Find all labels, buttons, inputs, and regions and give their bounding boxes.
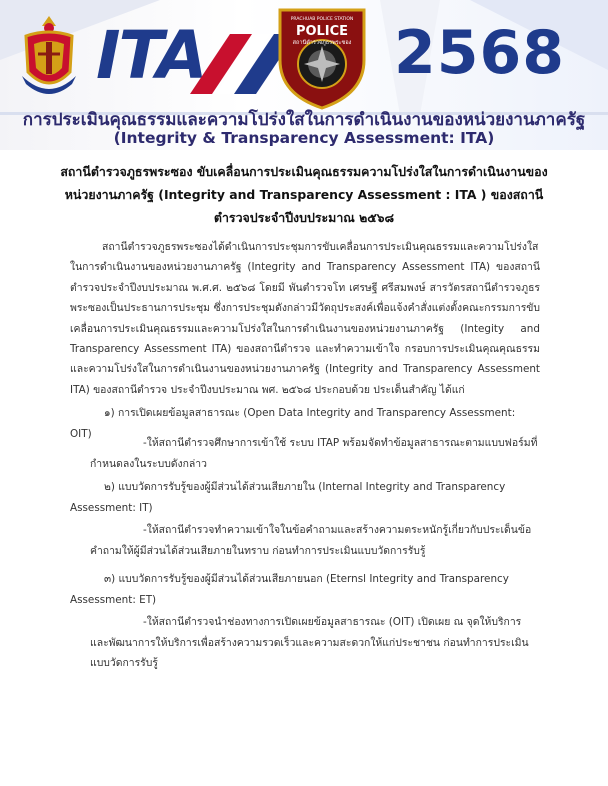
item-body-1: -ให้สถานีตำรวจศึกษาการเข้าใช้ ระบบ ITAP พร้อมจัดทำข้อมูลสาธารณะตามแบบฟอร์มที่กำหนดลงในระบบดังกล่าว [90, 437, 538, 470]
intro-paragraph: สถานีตำรวจภูธรพระซองได้ดำเนินการประชุมการขับเคลื่อนการประเมินคุณธรรมและความโปร่งใสในการดำเนินงานของหน่วยงานภาครัฐ (Integrity and Transparency Assessment ITA) ของสถานีตำรวจประจำปีงบประมาณ พ.ศ.ศ. ๒๕๖๘ โดยมี พันตำรวจโท เศรษฐี ศรีสมพงษ์ สารวัตรสถานีตำรวจภูธรพระซองเป็นประธานการประชุม ซึ่งการประชุมดังกล่าวมีวัตถุประสงค์เพื่อแจ้งคำสั่งแต่งตั้งคณะกรรมการขับเคลื่อนการประเมินคุณธรรมและความโปร่งใสในการดำเนินงานของหน่วยงานภาครัฐ (Integity and Transparency Assessment ITA) ของสถานีตำรวจ และทำความเข้าใจ กรอบการประเมินคุณคุณธรรมและความโปร่งใสในการดำเนินงานของหน่วยงานภาครัฐ (Integrity and Transparency Assessment ITA) ของสถานีตำรวจ ประจำปีงบประมาณ พศ. ๒๕๖๘ ประกอบด้วย ประเด็นสำคัญ ได้แก่ [70, 241, 540, 396]
royal-police-crest-icon [12, 14, 86, 100]
badge-thai-text: สถานีตำรวจภูธรพระซอง [292, 40, 352, 46]
banner-subtitle-english: (Integrity & Transparency Assessment: ITA) [113, 129, 495, 147]
document-title: สถานีตำรวจภูธรพระซอง ขับเคลื่อนการประเมินคุณธรรมความโปร่งใสในการดำเนินงานของหน่วยงานภาครัฐ (Integrity and Transparency Assessment : ITA ) ของสถานีตำรวจประจำปีงบประมาณ ๒๕๖๘ [60, 164, 548, 225]
item-heading-2: ๒) แบบวัดการรับรู้ของผู้มีส่วนได้ส่วนเสียภายใน (Internal Integrity and Transparency Assessment: IT) [70, 481, 506, 514]
item-heading-1: ๑) การเปิดเผยข้อมูลสาธารณะ (Open Data Integrity and Transparency Assessment: OIT) [70, 407, 516, 440]
badge-top-text: PRACHUAB POLICE STATION [290, 17, 354, 22]
banner-subtitle-thai: การประเมินคุณธรรมและความโปร่งใสในการดำเนินงานของหน่วยงานภาครัฐ [22, 110, 586, 130]
ita-logo-text: ITA [96, 17, 206, 94]
item-heading-3: ๓) แบบวัดการรับรู้ของผู้มีส่วนได้ส่วนเสียภายนอก (Eternsl Integrity and Transparency Assessment: ET) [70, 573, 509, 606]
year-text: 2568 [394, 18, 565, 88]
badge-police-word: POLICE [295, 24, 349, 39]
ita-banner [0, 0, 608, 150]
item-body-3: -ให้สถานีตำรวจนำช่องทางการเปิดเผยข้อมูลสาธารณะ (OIT) เปิดเผย ณ จุดให้บริการ และพัฒนาการให้บริการเพื่อสร้างความรวดเร็วและความสะดวกให้แก่ประชาชน ก่อนทำการประเมินแบบวัดการรับรู้ [90, 616, 529, 669]
item-body-2: -ให้สถานีตำรวจทำความเข้าใจในข้อคำถามและสร้างความตระหนักรู้เกี่ยวกับประเด็นข้อคำถามให้ผู้มีส่วนได้ส่วนเสียภายในทราบ ก่อนทำการประเมินแบบวัดการรับรู้ [90, 524, 532, 557]
police-badge-icon [272, 4, 372, 110]
